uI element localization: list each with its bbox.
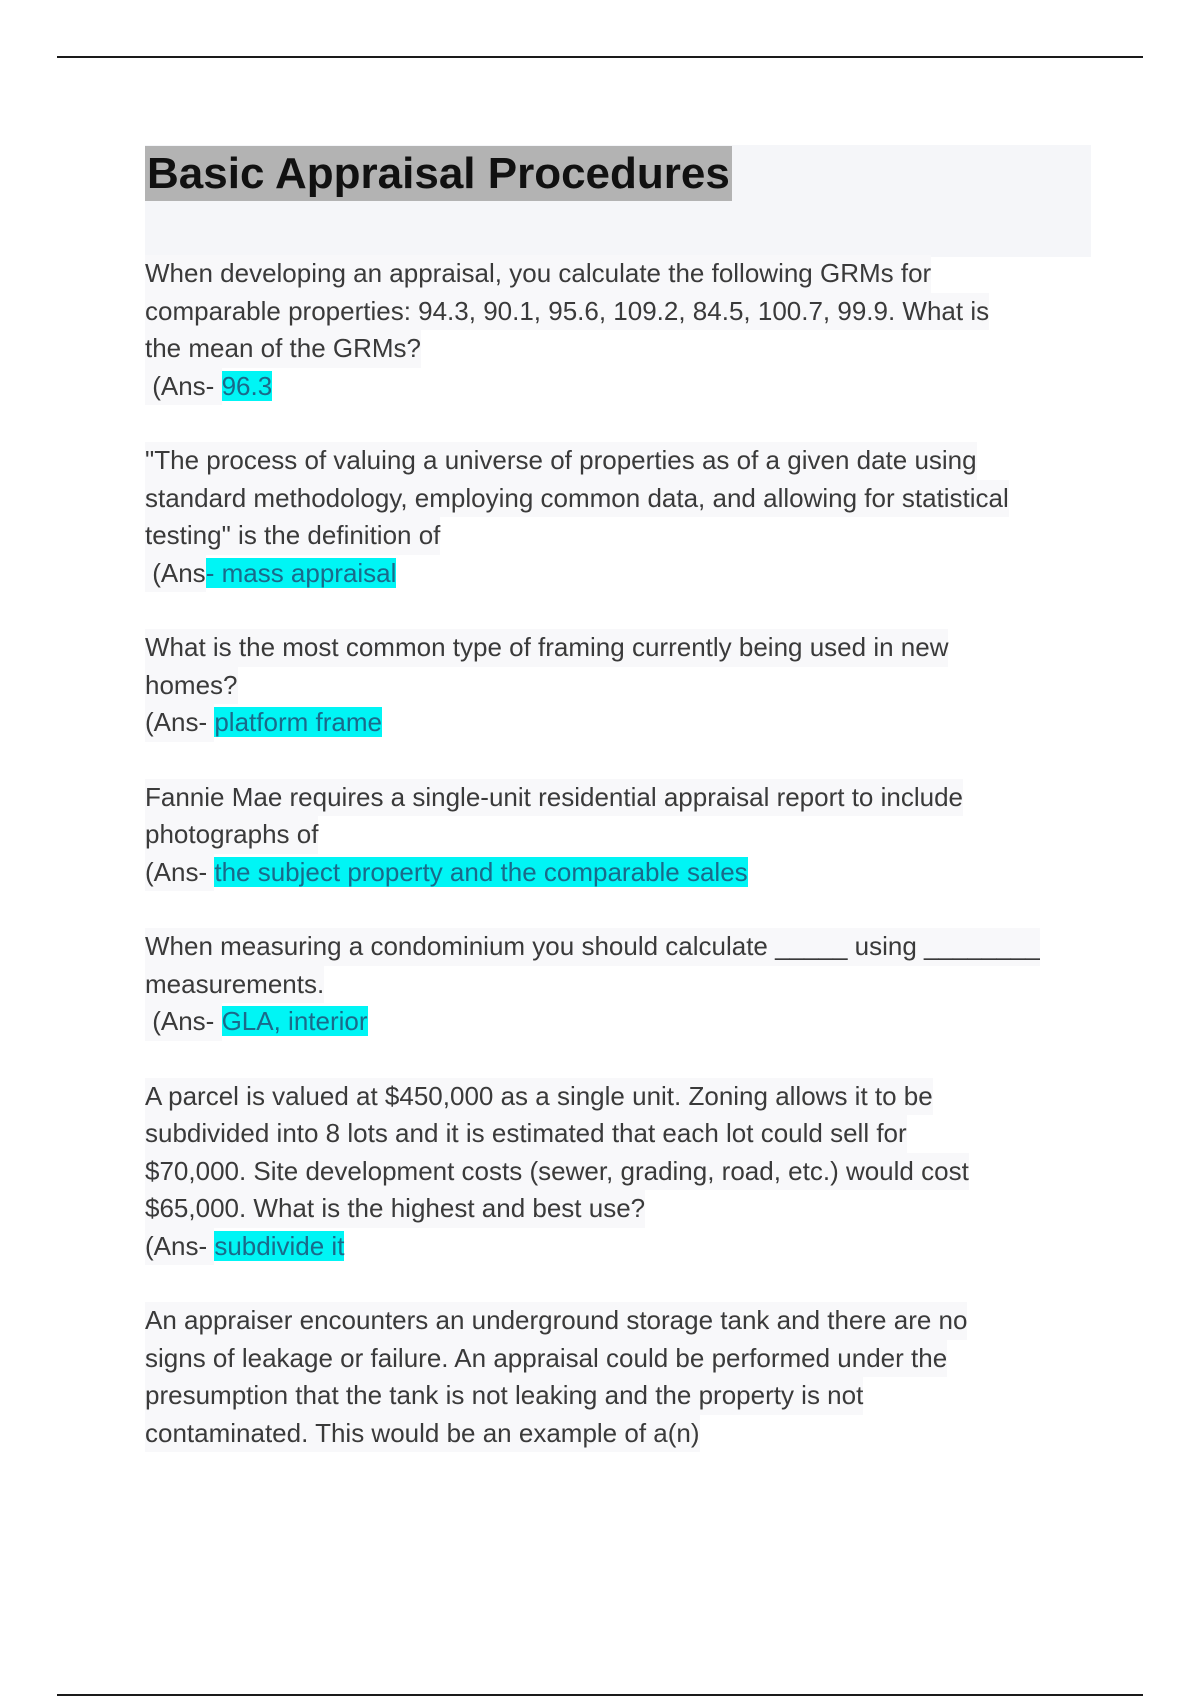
qa-item [145,1302,1095,1452]
question-line: An appraiser encounters an underground storage tank and there are no [145,1302,1095,1340]
answer-highlight: 96.3 [221,370,273,401]
question-line: signs of leakage or failure. An appraisal could be performed under the [145,1340,1095,1378]
bottom-rule [57,1694,1143,1696]
answer-prefix: (Ans- [145,1228,214,1266]
question-line: A parcel is valued at $450,000 as a single unit. Zoning allows it to be [145,1078,1095,1116]
question-line: the mean of the GRMs? [145,330,1095,368]
answer-highlight: GLA, interior [221,1006,368,1036]
question-line: comparable properties: 94.3, 90.1, 95.6, 109.2, 84.5, 100.7, 99.9. What is [145,293,1095,331]
question-line: $65,000. What is the highest and best use? [145,1190,1095,1228]
question-line: subdivided into 8 lots and it is estimated that each lot could sell for [145,1115,1095,1153]
answer-highlight: the subject property and the comparable sales [214,856,748,887]
answer-prefix: (Ans [145,555,206,593]
question-line: measurements. [145,966,1095,1004]
question-line: testing" is the definition of [145,517,1095,555]
qa-item [145,779,1095,892]
answer-line [145,555,1095,593]
qa-list [145,255,1095,1489]
question-line: standard methodology, employing common data, and allowing for statistical [145,480,1095,518]
answer-line [145,704,1095,742]
answer-prefix: (Ans- [145,368,222,406]
qa-item [145,1078,1095,1266]
answer-prefix: (Ans- [145,704,214,742]
question-line: When developing an appraisal, you calculate the following GRMs for [145,255,1095,293]
answer-prefix: (Ans- [145,1003,222,1041]
top-rule [57,56,1143,58]
question-line: When measuring a condominium you should calculate _____ using ________ [145,928,1095,966]
question-line: presumption that the tank is not leaking and the property is not [145,1377,1095,1415]
question-line: What is the most common type of framing currently being used in new [145,629,1095,667]
qa-item [145,255,1095,405]
question-line: $70,000. Site development costs (sewer, grading, road, etc.) would cost [145,1153,1095,1191]
page-title: Basic Appraisal Procedures [145,146,732,201]
answer-highlight: platform frame [214,707,382,737]
qa-item [145,928,1095,1041]
question-line: contaminated. This would be an example of a(n) [145,1415,1095,1453]
question-line: Fannie Mae requires a single-unit residential appraisal report to include [145,779,1095,817]
question-line: "The process of valuing a universe of properties as of a given date using [145,442,1095,480]
answer-highlight: subdivide it [214,1230,345,1261]
question-line: photographs of [145,816,1095,854]
answer-line [145,854,1095,892]
answer-highlight: - mass appraisal [205,557,397,588]
question-line: homes? [145,667,1095,705]
answer-line [145,1003,1095,1041]
answer-line [145,1228,1095,1266]
qa-item [145,442,1095,592]
answer-line [145,368,1095,406]
answer-prefix: (Ans- [145,854,214,892]
qa-item [145,629,1095,742]
